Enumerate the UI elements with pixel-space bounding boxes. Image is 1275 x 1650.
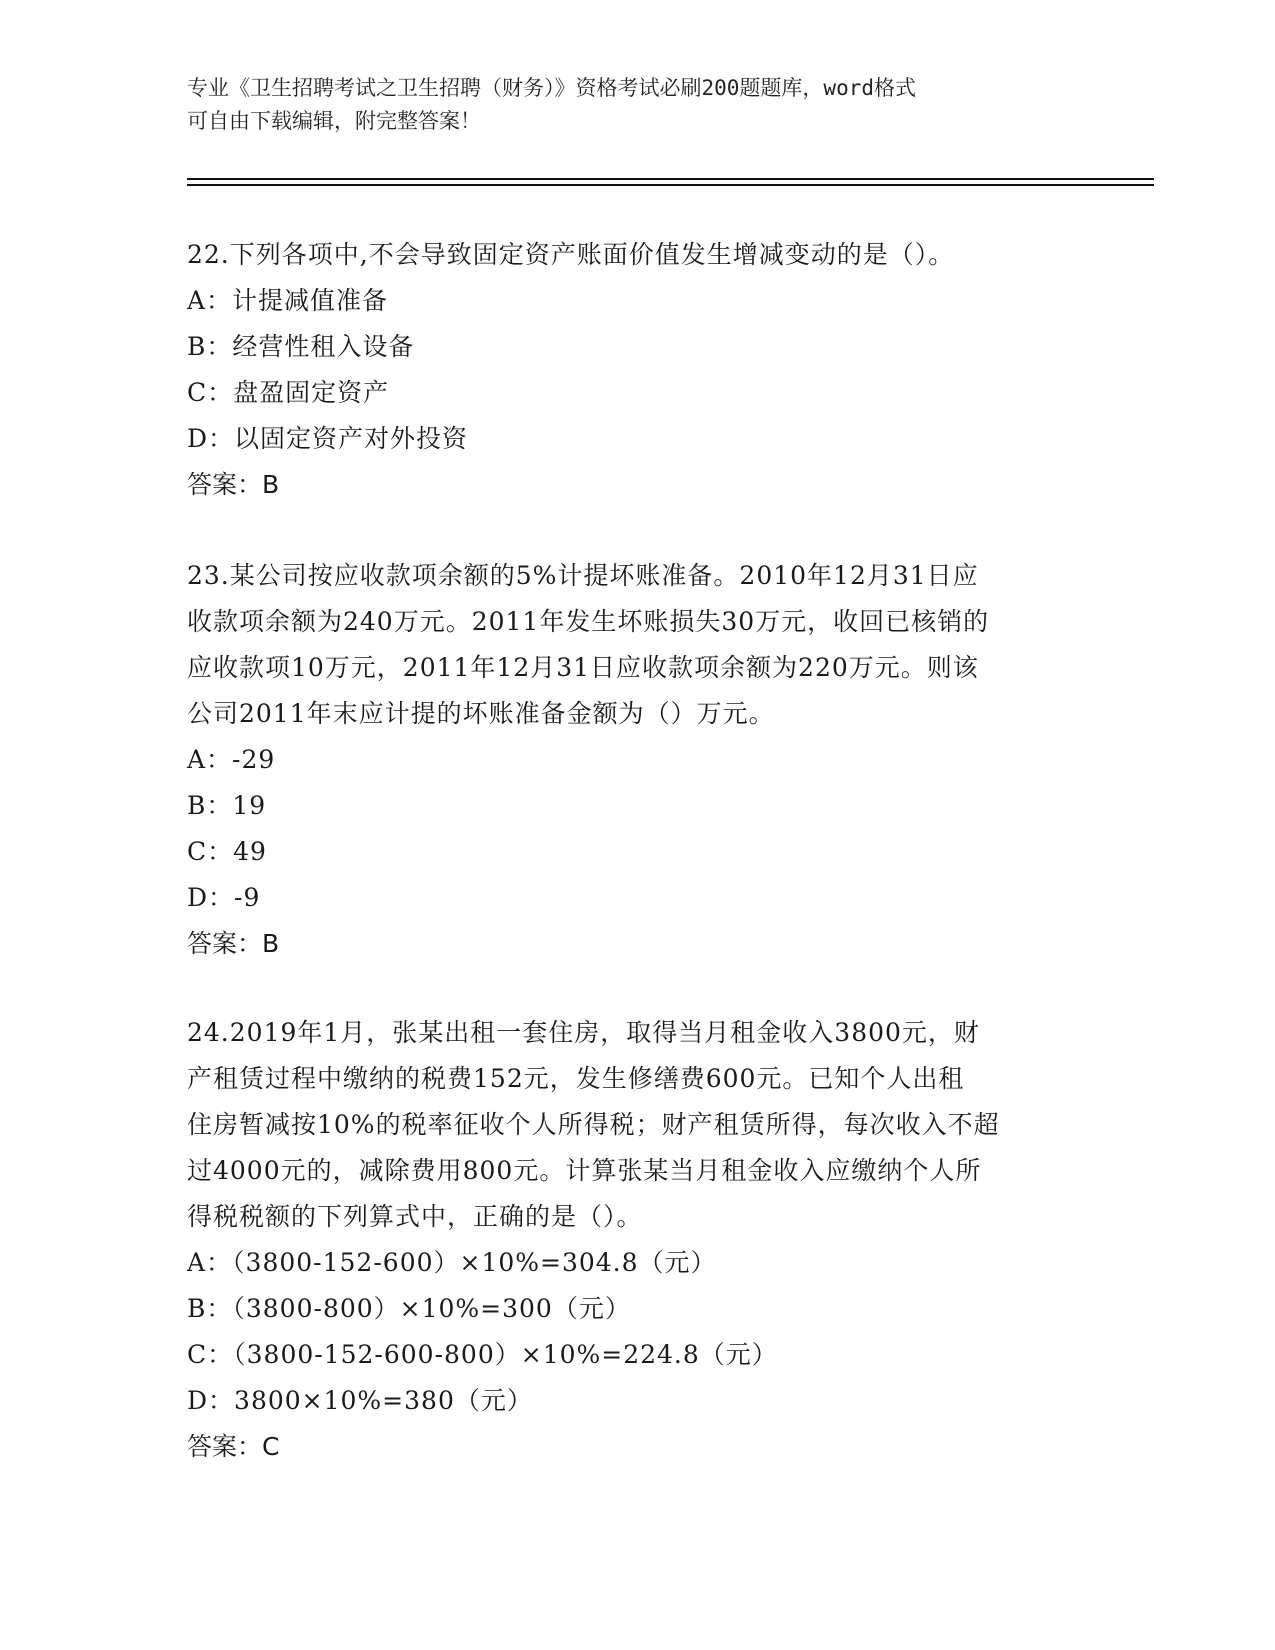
- option-b: B：经营性租入设备: [187, 332, 415, 361]
- option-d: D：-9: [187, 883, 261, 912]
- question-text-line: 23.某公司按应收款项余额的5%计提坏账准备。2010年12月31日应: [187, 561, 979, 590]
- option-a: A：计提减值准备: [187, 286, 389, 315]
- question-text-line: 公司2011年末应计提的坏账准备金额为（）万元。: [187, 699, 775, 728]
- header-line-2: 可自由下载编辑，附完整答案！: [187, 109, 481, 133]
- option-a: A：（3800-152-600）×10%=304.8（元）: [187, 1248, 717, 1277]
- question-text-line: 得税税额的下列算式中，正确的是（）。: [187, 1202, 643, 1231]
- header-line-1: 专业《卫生招聘考试之卫生招聘（财务）》资格考试必刷200题题库，word格式: [187, 76, 916, 100]
- answer: 答案：B: [187, 929, 280, 958]
- answer: 答案：C: [187, 1432, 280, 1461]
- option-c: C：盘盈固定资产: [187, 378, 390, 407]
- answer: 答案：B: [187, 470, 280, 499]
- question-23: [187, 553, 1087, 967]
- header-divider-bottom: [187, 184, 1154, 186]
- option-b: B：19: [187, 791, 267, 820]
- option-b: B：（3800-800）×10%=300（元）: [187, 1294, 631, 1323]
- document-header: [187, 72, 1087, 138]
- question-text-line: 24.2019年1月，张某出租一套住房，取得当月租金收入3800元，财: [187, 1018, 980, 1047]
- option-a: A：-29: [187, 745, 276, 774]
- question-text-line: 过4000元的，减除费用800元。计算张某当月租金收入应缴纳个人所: [187, 1156, 982, 1185]
- option-d: D：3800×10%=380（元）: [187, 1386, 533, 1415]
- question-text-line: 产租赁过程中缴纳的税费152元，发生修缮费600元。已知个人出租: [187, 1064, 965, 1093]
- option-c: C：49: [187, 837, 267, 866]
- question-text-line: 应收款项10万元，2011年12月31日应收款项余额为220万元。则该: [187, 653, 979, 682]
- question-text-line: 住房暂减按10%的税率征收个人所得税；财产租赁所得，每次收入不超: [187, 1110, 1000, 1139]
- header-divider-top: [187, 178, 1154, 180]
- question-text-line: 22.下列各项中,不会导致固定资产账面价值发生增减变动的是（）。: [187, 240, 955, 269]
- question-24: [187, 1010, 1087, 1470]
- question-text-line: 收款项余额为240万元。2011年发生坏账损失30万元，收回已核销的: [187, 607, 990, 636]
- question-22: [187, 232, 1087, 508]
- option-c: C：（3800-152-600-800）×10%=224.8（元）: [187, 1340, 778, 1369]
- option-d: D：以固定资产对外投资: [187, 424, 469, 453]
